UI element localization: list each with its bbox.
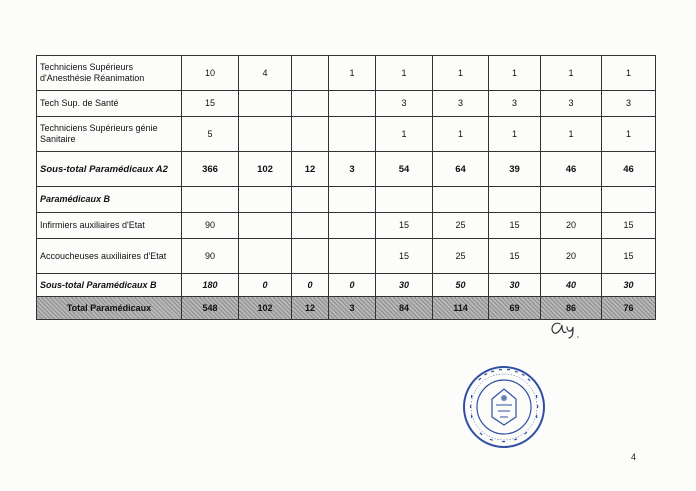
cell: 102 <box>239 297 292 320</box>
cell: 30 <box>376 274 433 297</box>
cell <box>239 239 292 274</box>
cell: 76 <box>602 297 656 320</box>
cell: 86 <box>541 297 602 320</box>
cell: 1 <box>602 56 656 91</box>
cell: 69 <box>489 297 541 320</box>
cell <box>292 213 329 239</box>
cell: 1 <box>602 117 656 152</box>
cell: 90 <box>182 213 239 239</box>
cell: 1 <box>489 56 541 91</box>
cell: 1 <box>433 117 489 152</box>
table-row <box>37 56 656 91</box>
subtotal-row <box>37 274 656 297</box>
cell <box>329 117 376 152</box>
cell: 15 <box>489 239 541 274</box>
cell: 1 <box>489 117 541 152</box>
cell: 39 <box>489 152 541 187</box>
cell <box>292 239 329 274</box>
cell: 0 <box>292 274 329 297</box>
cell: 84 <box>376 297 433 320</box>
cell: 3 <box>541 91 602 117</box>
cell: 3 <box>489 91 541 117</box>
cell <box>239 117 292 152</box>
row-label: Total Paramédicaux <box>37 297 182 320</box>
cell: 25 <box>433 239 489 274</box>
cell <box>292 56 329 91</box>
page-number: 4 <box>631 452 637 462</box>
cell: 3 <box>433 91 489 117</box>
table-row <box>37 239 656 274</box>
cell: 20 <box>541 213 602 239</box>
cell <box>329 187 376 213</box>
table-row <box>37 91 656 117</box>
cell: 15 <box>376 239 433 274</box>
cell: 3 <box>329 152 376 187</box>
cell: 1 <box>376 56 433 91</box>
cell: 90 <box>182 239 239 274</box>
cell: 64 <box>433 152 489 187</box>
cell: 1 <box>433 56 489 91</box>
cell <box>292 187 329 213</box>
cell: 0 <box>329 274 376 297</box>
cell: 4 <box>239 56 292 91</box>
cell: 15 <box>489 213 541 239</box>
cell: 30 <box>602 274 656 297</box>
cell <box>541 187 602 213</box>
table-row <box>37 213 656 239</box>
cell: 15 <box>602 213 656 239</box>
cell: 40 <box>541 274 602 297</box>
cell: 0 <box>239 274 292 297</box>
cell: 15 <box>376 213 433 239</box>
row-label: Tech Sup. de Santé <box>37 91 182 117</box>
official-seal-stamp <box>462 365 546 449</box>
row-label: Techniciens Supérieurs génie Sanitaire <box>37 117 182 152</box>
cell: 180 <box>182 274 239 297</box>
cell <box>489 187 541 213</box>
cell <box>239 91 292 117</box>
cell: 25 <box>433 213 489 239</box>
cell <box>182 187 239 213</box>
cell: 114 <box>433 297 489 320</box>
cell <box>329 91 376 117</box>
cell: 366 <box>182 152 239 187</box>
cell <box>292 117 329 152</box>
cell: 1 <box>376 117 433 152</box>
cell <box>329 239 376 274</box>
cell: 1 <box>541 117 602 152</box>
cell: 1 <box>329 56 376 91</box>
row-label: Sous-total Paramédicaux B <box>37 274 182 297</box>
cell: 46 <box>541 152 602 187</box>
cell <box>602 187 656 213</box>
total-row <box>37 297 656 320</box>
cell <box>329 213 376 239</box>
cell: 20 <box>541 239 602 274</box>
cell: 12 <box>292 297 329 320</box>
cell: 3 <box>602 91 656 117</box>
cell: 5 <box>182 117 239 152</box>
staffing-table <box>36 55 656 320</box>
section-label: Paramédicaux B <box>37 187 182 213</box>
cell: 102 <box>239 152 292 187</box>
cell: 15 <box>182 91 239 117</box>
cell: 54 <box>376 152 433 187</box>
section-header-row <box>37 187 656 213</box>
cell: 548 <box>182 297 239 320</box>
cell: 10 <box>182 56 239 91</box>
row-label: Sous-total Paramédicaux A2 <box>37 152 182 187</box>
row-label: Infirmiers auxiliaires d'Etat <box>37 213 182 239</box>
cell: 15 <box>602 239 656 274</box>
cell: 46 <box>602 152 656 187</box>
handwritten-initials <box>548 318 584 340</box>
cell: 1 <box>541 56 602 91</box>
cell: 3 <box>376 91 433 117</box>
cell: 12 <box>292 152 329 187</box>
cell <box>376 187 433 213</box>
table-row <box>37 117 656 152</box>
cell: 3 <box>329 297 376 320</box>
subtotal-row <box>37 152 656 187</box>
row-label: Techniciens Supérieurs d'Anesthésie Réanimation <box>37 56 182 91</box>
cell <box>433 187 489 213</box>
row-label: Accoucheuses auxiliaires d'Etat <box>37 239 182 274</box>
cell: 30 <box>489 274 541 297</box>
cell <box>239 187 292 213</box>
cell <box>292 91 329 117</box>
cell: 50 <box>433 274 489 297</box>
cell <box>239 213 292 239</box>
